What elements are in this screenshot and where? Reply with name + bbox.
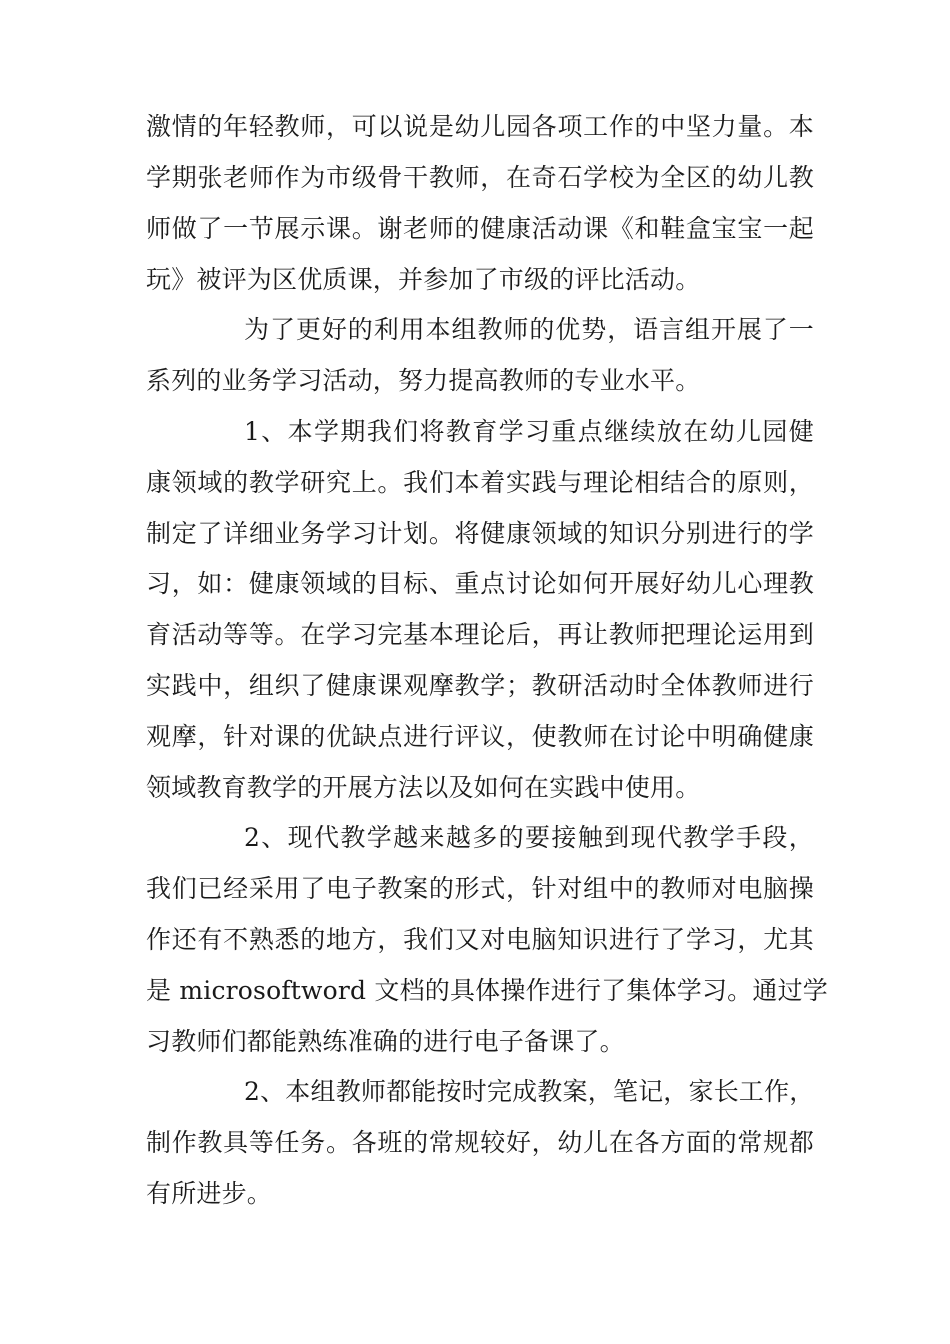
text-line: 系列的业务学习活动，努力提高教师的专业水平。 (146, 366, 701, 395)
text-line: 学期张老师作为市级骨干教师，在奇石学校为全区的幼儿教 (146, 163, 814, 192)
text-line: 是 microsoftword 文档的具体操作进行了集体学习。通过学 (146, 976, 828, 1005)
text-line: 我们已经采用了电子教案的形式，针对组中的教师对电脑操 (146, 874, 814, 903)
paragraph-first-line: 2、现代教学越来越多的要接触到现代教学手段， (244, 823, 814, 852)
paragraph-first-line: 为了更好的利用本组教师的优势，语言组开展了一 (244, 315, 814, 344)
text-line: 玩》被评为区优质课，并参加了市级的评比活动。 (146, 265, 701, 294)
text-line: 观摩，针对课的优缺点进行评议，使教师在讨论中明确健康 (146, 722, 814, 751)
text-line: 习教师们都能熟练准确的进行电子备课了。 (146, 1027, 625, 1056)
text-line: 领域教育教学的开展方法以及如何在实践中使用。 (146, 773, 701, 802)
text-line: 习，如：健康领域的目标、重点讨论如何开展好幼儿心理教 (146, 569, 814, 598)
text-line: 制定了详细业务学习计划。将健康领域的知识分别进行的学 (146, 519, 814, 548)
text-line: 实践中，组织了健康课观摩教学；教研活动时全体教师进行 (146, 671, 814, 700)
text-line: 育活动等等。在学习完基本理论后，再让教师把理论运用到 (146, 620, 814, 649)
text-line: 激情的年轻教师，可以说是幼儿园各项工作的中坚力量。本 (146, 112, 814, 141)
text-line: 康领域的教学研究上。我们本着实践与理论相结合的原则， (146, 468, 814, 497)
text-line: 师做了一节展示课。谢老师的健康活动课《和鞋盒宝宝一起 (146, 214, 814, 243)
paragraph-first-line: 2、本组教师都能按时完成教案，笔记，家长工作， (244, 1077, 815, 1106)
paragraph-first-line: 1、本学期我们将教育学习重点继续放在幼儿园健 (244, 417, 814, 446)
text-line: 制作教具等任务。各班的常规较好，幼儿在各方面的常规都 (146, 1128, 814, 1157)
text-line: 有所进步。 (146, 1179, 273, 1208)
text-line: 作还有不熟悉的地方，我们又对电脑知识进行了学习，尤其 (146, 925, 814, 954)
